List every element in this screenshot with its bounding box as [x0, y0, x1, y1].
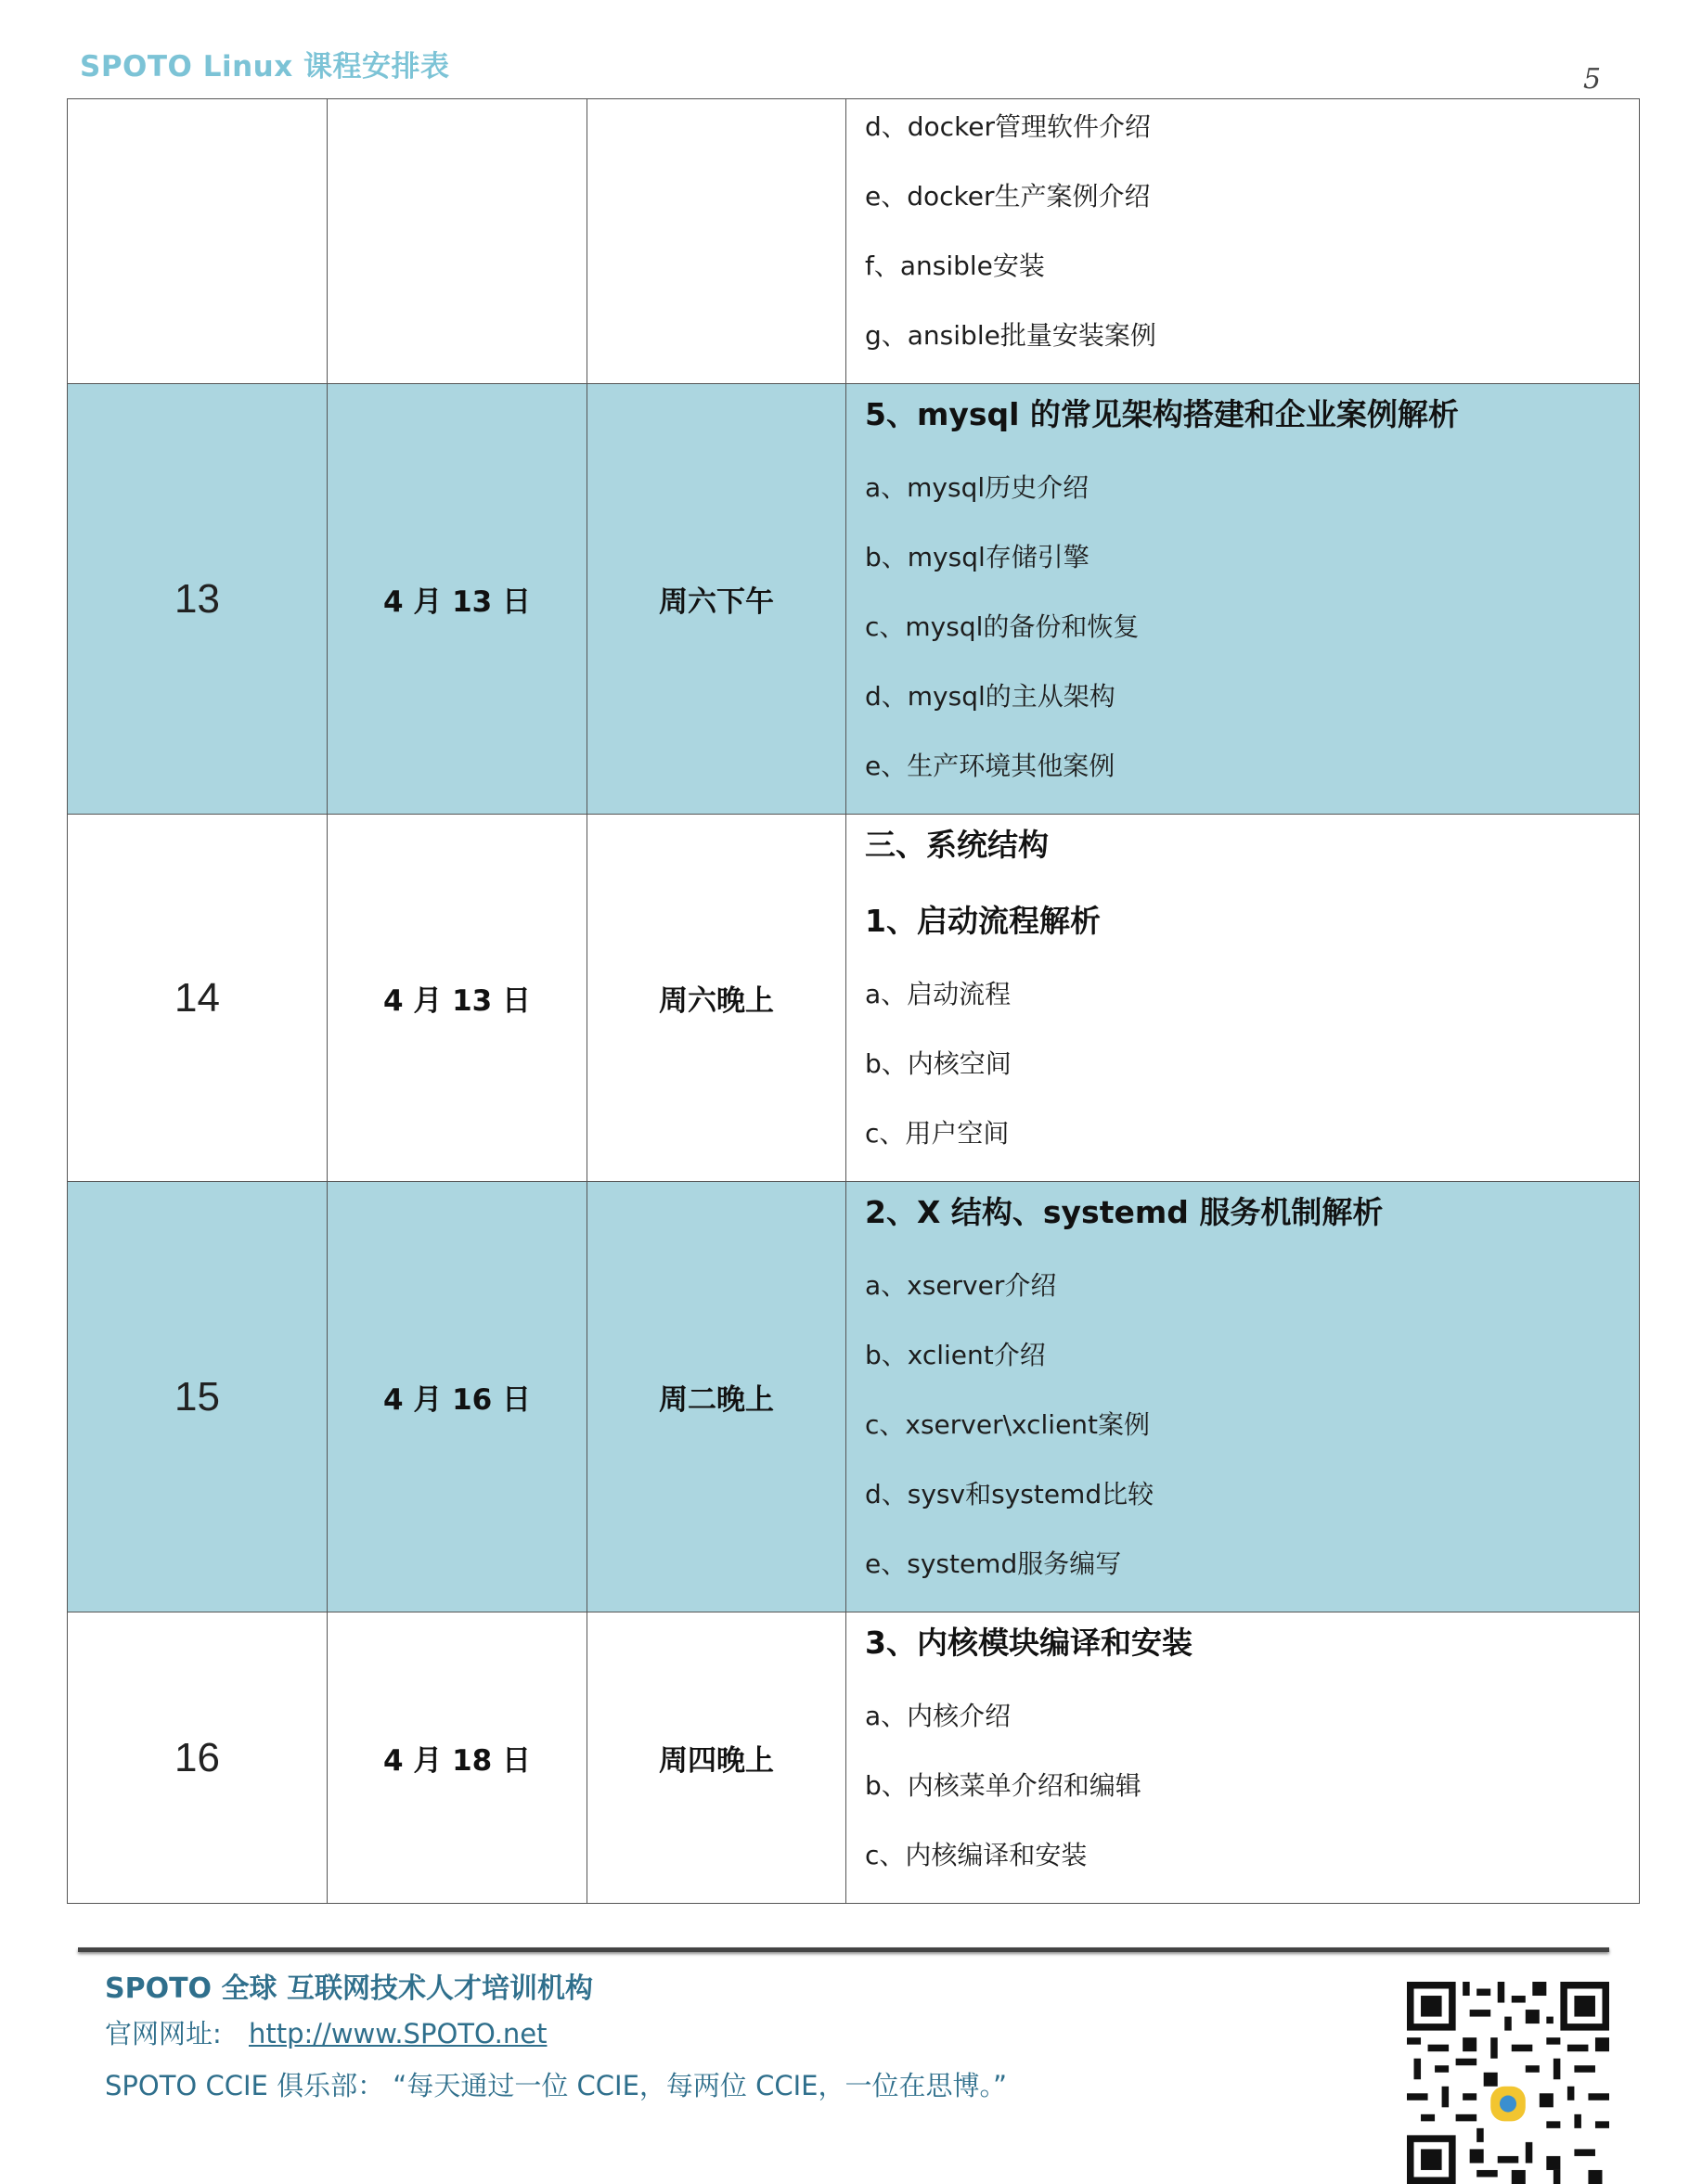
footer — [105, 1965, 1007, 2103]
session-topics — [846, 815, 1640, 1182]
session-topics — [846, 384, 1640, 815]
footer-site — [105, 2013, 1007, 2065]
session-topics — [846, 1182, 1640, 1612]
topic-heading: 5、mysql 的常见架构搭建和企业案例解析 — [865, 396, 1459, 432]
topic-heading: 三、系统结构 — [865, 827, 1049, 863]
topic-item: b、内核菜单介绍和编辑 — [865, 1770, 1141, 1801]
topic-list — [846, 384, 1639, 814]
document-title: SPOTO Linux 课程安排表 — [80, 50, 450, 84]
footer-site-label: 官网网址: — [105, 2018, 222, 2049]
topic-item: d、mysql的主从架构 — [865, 681, 1115, 712]
footer-club-slogan: SPOTO CCIE 俱乐部： “每天通过一位 CCIE，每两位 CCIE，一位在思博。” — [105, 2070, 1008, 2101]
topic-item: a、mysql历史介绍 — [865, 472, 1089, 503]
topic-item: c、mysql的备份和恢复 — [865, 611, 1140, 642]
topic-item: e、docker生产案例介绍 — [865, 181, 1151, 212]
topic-item: e、生产环境其他案例 — [865, 751, 1115, 781]
topic-item: b、xclient介绍 — [865, 1340, 1046, 1370]
footer-divider — [78, 1947, 1609, 1952]
topic-item: a、xserver介绍 — [865, 1270, 1057, 1301]
schedule-row — [68, 384, 1640, 815]
session-number — [68, 99, 328, 384]
session-timeslot: 周六下午 — [587, 384, 846, 815]
session-timeslot: 周六晚上 — [587, 815, 846, 1182]
schedule-row — [68, 1182, 1640, 1612]
session-topics — [846, 99, 1640, 384]
topic-item: b、mysql存储引擎 — [865, 542, 1089, 572]
session-timeslot — [587, 99, 846, 384]
session-number: 13 — [68, 384, 328, 815]
session-number: 16 — [68, 1612, 328, 1904]
session-date: 4 月 13 日 — [328, 815, 587, 1182]
session-date: 4 月 18 日 — [328, 1612, 587, 1904]
session-date: 4 月 16 日 — [328, 1182, 587, 1612]
topic-heading: 2、X 结构、systemd 服务机制解析 — [865, 1194, 1384, 1230]
topic-item: e、systemd服务编写 — [865, 1548, 1122, 1579]
topic-heading: 3、内核模块编译和安装 — [865, 1625, 1193, 1661]
topic-heading: 1、启动流程解析 — [865, 903, 1101, 939]
session-timeslot: 周二晚上 — [587, 1182, 846, 1612]
topic-item: f、ansible安装 — [865, 251, 1045, 281]
session-topics — [846, 1612, 1640, 1904]
session-date — [328, 99, 587, 384]
topic-list — [846, 99, 1639, 383]
topic-item: g、ansible批量安装案例 — [865, 320, 1156, 351]
topic-item: b、内核空间 — [865, 1048, 1012, 1079]
topic-item: a、启动流程 — [865, 979, 1012, 1009]
session-timeslot: 周四晚上 — [587, 1612, 846, 1904]
footer-org: SPOTO 全球 互联网技术人才培训机构 — [105, 1972, 593, 2005]
session-number: 15 — [68, 1182, 328, 1612]
page-number: 5 — [1583, 63, 1602, 96]
topic-list — [846, 1612, 1639, 1903]
topic-list — [846, 815, 1639, 1181]
schedule-row — [68, 1612, 1640, 1904]
schedule-row — [68, 815, 1640, 1182]
topic-item: c、xserver\xclient案例 — [865, 1409, 1151, 1440]
topic-item: a、内核介绍 — [865, 1701, 1012, 1731]
course-schedule-table — [67, 98, 1640, 1904]
footer-site-link[interactable]: http://www.SPOTO.net — [249, 2018, 548, 2049]
topic-item: c、内核编译和安装 — [865, 1840, 1088, 1870]
schedule-row — [68, 99, 1640, 384]
topic-item: d、sysv和systemd比较 — [865, 1479, 1154, 1510]
qr-code-image — [1406, 1982, 1610, 2184]
session-date: 4 月 13 日 — [328, 384, 587, 815]
topic-item: c、用户空间 — [865, 1118, 1010, 1149]
topic-item: d、docker管理软件介绍 — [865, 111, 1152, 142]
session-number: 14 — [68, 815, 328, 1182]
topic-list — [846, 1182, 1639, 1612]
